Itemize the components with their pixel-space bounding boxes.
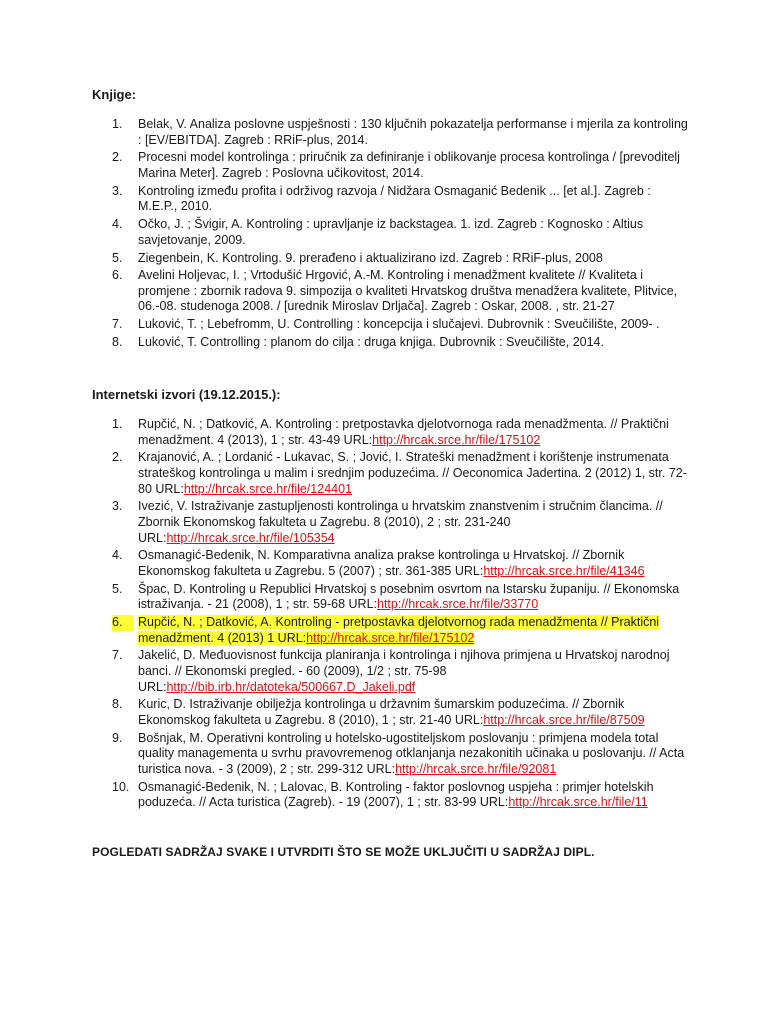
source-link[interactable]: http://hrcak.srce.hr/file/41346: [483, 563, 645, 578]
list-item: [92, 731, 692, 778]
list-item: [92, 150, 692, 181]
books-list: [92, 117, 692, 353]
item-text: Kontroling između profita i održivog razvoja / Nidžara Osmaganić Bedenik ... [et al.]. Zagreb : M.E.P., 2010.: [138, 183, 651, 214]
item-text: Osmanagić-Bedenik, N. Komparativna analiza prakse kontrolinga u Hrvatskoj. // Zbornik Ekonomskog fakulteta u Zagrebu. 5 (2007) ; str. 361-385 URL:: [138, 548, 625, 578]
item-number: 6.: [112, 268, 123, 283]
list-item: [92, 184, 692, 215]
item-number: 10.: [112, 779, 130, 794]
source-link[interactable]: http://hrcak.srce.hr/file/175102: [306, 630, 475, 645]
source-link[interactable]: http://hrcak.srce.hr/file/92081: [395, 761, 557, 776]
item-text: Ivezić, V. Istraživanje zastupljenosti kontrolinga u hrvatskim znanstvenim i stručnim člancima. // Zbornik Ekonomskog fakulteta u Zagrebu. 8 (2010), 2 ; str. 231-240 URL:: [138, 499, 663, 545]
item-text: Luković, T. Controlling : planom do cilja : druga knjiga. Dubrovnik : Sveučilište, 2014.: [138, 335, 604, 350]
item-number: 5.: [112, 250, 123, 265]
list-item: [92, 117, 692, 148]
item-text: Jakelić, D. Međuovisnost funkcija planiranja i kontrolinga i njihova primjena u Hrvatskoj narodnoj banci. // Ekonomski pregled. - 60 (2009), 1/2 ; str. 75-98 URL:: [138, 648, 670, 694]
item-number: 7.: [112, 317, 123, 332]
item-number: 3.: [112, 499, 123, 514]
item-number: 9.: [112, 730, 123, 745]
item-text: Špac, D. Kontroling u Republici Hrvatskoj s posebnim osvrtom na Istarsku županiju. // Ekonomska istraživanja. - 21 (2008), 1 ; str. 59-68 URL:: [138, 581, 680, 612]
list-item: [92, 417, 692, 448]
web-sources-heading: Internetski izvori (19.12.2015.):: [92, 387, 281, 402]
source-link[interactable]: http://hrcak.srce.hr/file/11: [508, 795, 648, 810]
source-link[interactable]: http://bib.irb.hr/datoteka/500667.D_Jakeli.pdf: [166, 679, 416, 694]
item-text: Ziegenbein, K. Kontroling. 9. prerađeno i aktualizirano izd. Zagreb : RRiF-plus, 2008: [138, 250, 603, 265]
item-number: 1.: [112, 117, 123, 131]
item-number: 6.: [112, 615, 134, 631]
list-item: [92, 317, 692, 333]
footer-note: POGLEDATI SADRŽAJ SVAKE I UTVRDITI ŠTO SE MOŽE UKLJUČITI U SADRŽAJ DIPL.: [92, 845, 595, 859]
list-item: [92, 548, 692, 579]
item-text: Bošnjak, M. Operativni kontroling u hotelsko-ugostiteljskom poslovanju : primjena modela total quality managementa u svrhu pravovremenog otklanjanja nezakonitih učinaka u poslovanju. // Acta turistica nova. - 3 (2009), 2 ; str. 299-312 URL:: [138, 730, 685, 776]
item-number: 2.: [112, 450, 123, 465]
item-number: 8.: [112, 697, 123, 712]
item-text: Očko, J. ; Švigir, A. Kontroling : upravljanje iz backstagea. 1. izd. Zagreb : Kognosko : Altius savjetovanje, 2009.: [138, 217, 644, 247]
list-item: [92, 335, 692, 351]
item-number: 5.: [112, 581, 123, 596]
item-text-body: Rupčić, N. ; Datković, A. Kontroling - pretpostavka djelotvornog rada menadžmenta // Praktični menadžment. 4 (2013) 1 URL:: [138, 615, 660, 645]
list-item-highlighted: [92, 615, 692, 646]
source-link[interactable]: http://hrcak.srce.hr/file/175102: [372, 432, 541, 447]
source-link[interactable]: http://hrcak.srce.hr/file/87509: [483, 713, 645, 727]
item-text: Kuric, D. Istraživanje obilježja kontrolinga u državnim šumarskim poduzećima. // Zbornik Ekonomskog fakulteta u Zagrebu. 8 (2010), 1 ; str. 21-40 URL:: [138, 697, 625, 727]
item-number: 4.: [112, 217, 123, 232]
list-item: [92, 251, 692, 267]
list-item: [92, 582, 692, 613]
source-link[interactable]: http://hrcak.srce.hr/file/33770: [377, 597, 539, 612]
books-heading: Knjige:: [92, 87, 137, 102]
list-item: [92, 697, 692, 728]
item-text: Rupčić, N. ; Datković, A. Kontroling : pretpostavka djelotvornoga rada menadžmenta. // Praktični menadžment. 4 (2013), 1 ; str. 43-49 URL:: [138, 417, 669, 447]
item-text: Avelini Holjevac, I. ; Vrtodušić Hrgović, A.-M. Kontroling i menadžment kvalitete // Kvaliteta i promjene : zbornik radova 9. simpozija o kvaliteti Hrvatskog društva menadžera kvalitete, Plitvice, 06.-08. studenoga 2008. / [urednik Miroslav Drljača]. Zagreb : Oskar, 2008. , str. 21-27: [138, 268, 678, 314]
item-text: Belak, V. Analiza poslovne uspješnosti : 130 ključnih pokazatelja performanse i mjerila za kontroling : [EV/EBITDA]. Zagreb : RRiF-plus, 2014.: [138, 117, 688, 147]
list-item: [92, 268, 692, 315]
item-text: Procesni model kontrolinga : priručnik za definiranje i oblikovanje procesa kontrolinga / [prevoditelj Marina Meter]. Zagreb : Poslovna učikovitost, 2014.: [138, 150, 680, 180]
item-text: Krajanović, A. ; Lordanić - Lukavac, S. ; Jović, I. Strateški menadžment i korištenje instrumenata strateškog kontrolinga u malim i srednjim poduzećima. // Oeconomica Jadertina. 2 (2012) 1, str. 72-80 URL:: [138, 450, 687, 496]
item-number: 4.: [112, 548, 123, 563]
item-number: 1.: [112, 417, 123, 431]
web-sources-list: [92, 417, 692, 813]
item-number: 3.: [112, 183, 123, 198]
list-item: [92, 450, 692, 497]
item-text: Osmanagić-Bedenik, N. ; Lalovac, B. Kontroling - faktor poslovnog uspjeha : primjer hotelskih poduzeća. // Acta turistica (Zagreb). - 19 (2007), 1 ; str. 83-99 URL:: [138, 779, 654, 810]
list-item: [92, 217, 692, 248]
item-number: 2.: [112, 150, 123, 165]
item-text: Luković, T. ; Lebefromm, U. Controlling : koncepcija i slučajevi. Dubrovnik : Sveučilište, 2009- .: [138, 317, 660, 332]
list-item: [92, 780, 692, 811]
item-number: 7.: [112, 648, 123, 663]
item-number: 8.: [112, 335, 123, 350]
item-text: [138, 615, 659, 645]
source-link[interactable]: http://hrcak.srce.hr/file/124401: [183, 481, 353, 496]
source-link[interactable]: http://hrcak.srce.hr/file/105354: [166, 530, 335, 545]
list-item: [92, 499, 692, 546]
list-item: [92, 648, 692, 695]
